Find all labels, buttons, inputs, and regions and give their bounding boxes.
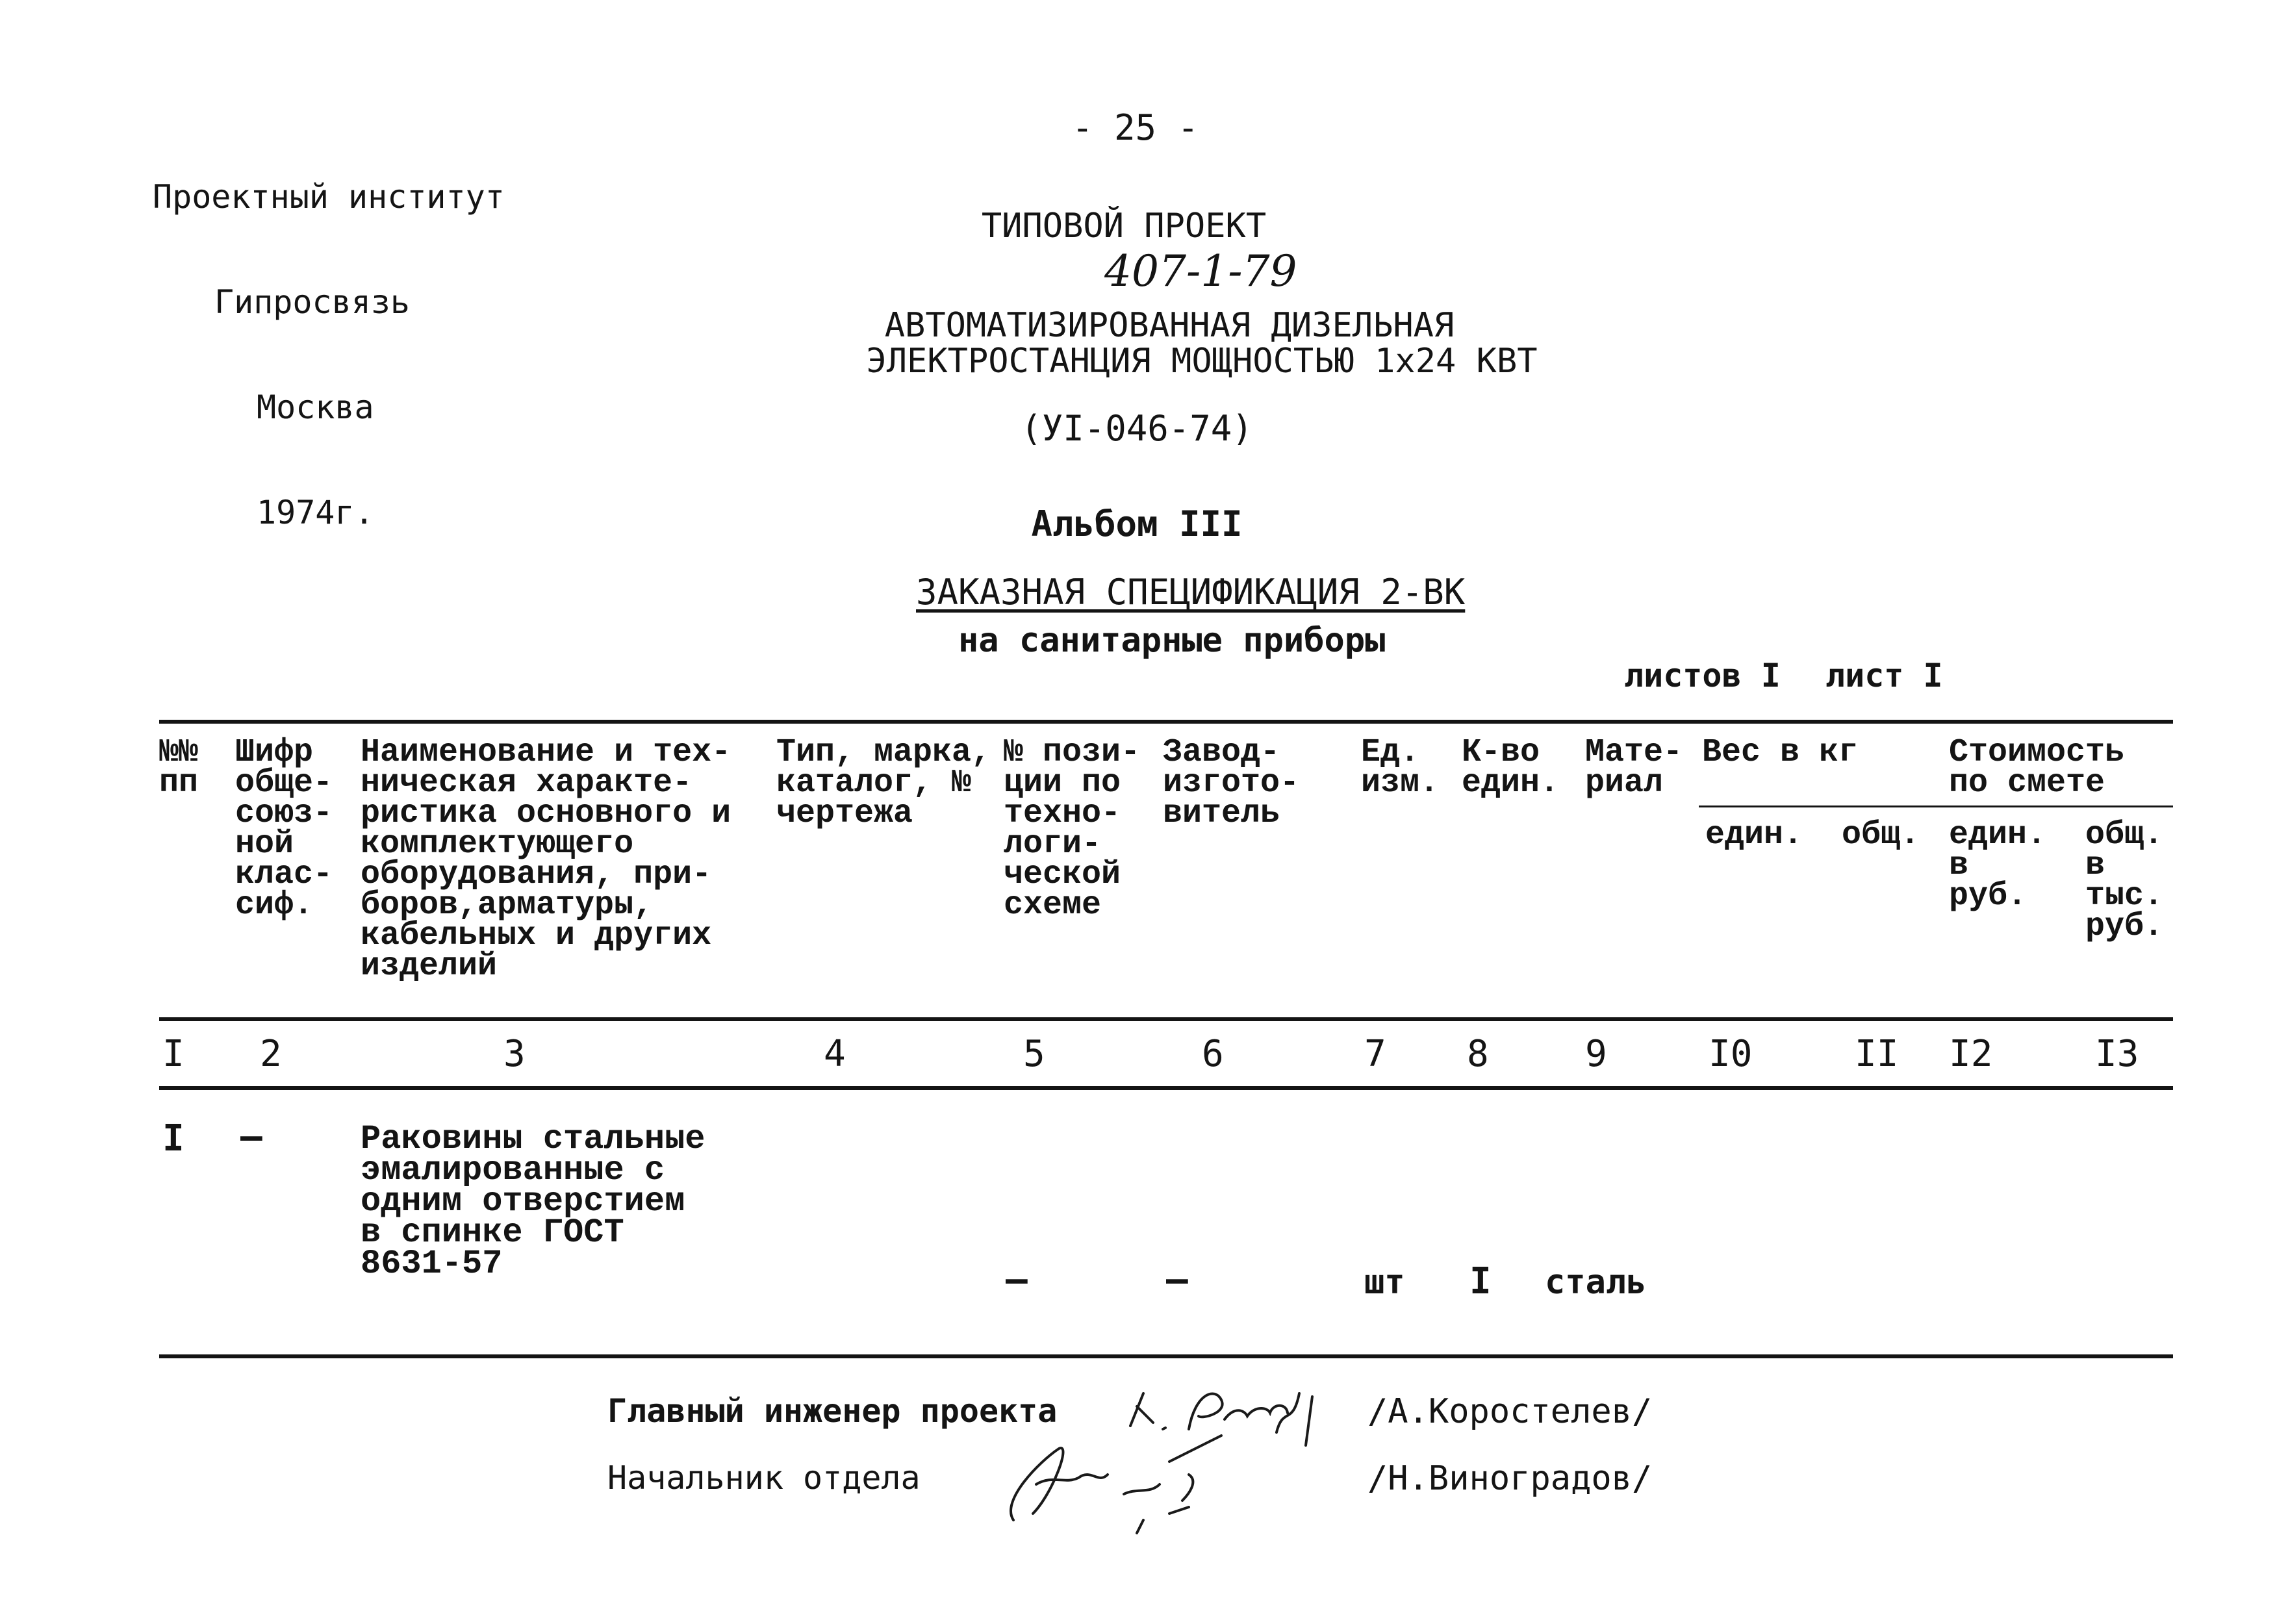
header-num: №№ пп bbox=[159, 734, 199, 802]
project-title-line2: ЭЛЕКТРОСТАНЦИЯ МОЩНОСТЬЮ 1х24 КВТ bbox=[866, 342, 1538, 381]
colnum-9: 9 bbox=[1585, 1033, 1607, 1075]
row-position: – bbox=[1006, 1258, 1028, 1300]
colnum-6: 6 bbox=[1202, 1033, 1224, 1075]
row-material: сталь bbox=[1545, 1263, 1647, 1302]
header-cost-total: общ. в тыс. руб. bbox=[2085, 817, 2164, 945]
chief-engineer-name: /А.Коростелев/ bbox=[1367, 1392, 1653, 1431]
department-head-name: /Н.Виноградов/ bbox=[1367, 1459, 1653, 1498]
colnum-5: 5 bbox=[1023, 1033, 1045, 1075]
page-number: - 25 - bbox=[1072, 107, 1199, 148]
colnum-3: 3 bbox=[503, 1033, 526, 1075]
header-weight-total: общ. bbox=[1842, 817, 1920, 854]
table-top-rule bbox=[159, 720, 2173, 724]
header-name: Наименование и тех- ническая характе- ристика основного и комплектующего оборудования, при- боров,арматуры, кабельных и других изделий bbox=[361, 734, 731, 985]
department-head-signature-scribble bbox=[974, 1423, 1338, 1540]
chief-engineer-label: Главный инженер проекта bbox=[607, 1392, 1058, 1430]
header-factory: Завод- изгото- витель bbox=[1163, 734, 1300, 832]
header-code: Шифр обще- союз- ной клас- сиф. bbox=[235, 734, 333, 924]
row-name: Раковины стальные эмалированные с одним отверстием в спинке ГОСТ 8631-57 bbox=[361, 1120, 705, 1283]
numbers-bottom-rule bbox=[159, 1086, 2173, 1090]
album-label: Альбом III bbox=[1031, 503, 1243, 544]
header-position: № пози- ции по техно- логи- ческой схеме bbox=[1004, 734, 1141, 924]
colnum-4: 4 bbox=[824, 1033, 846, 1075]
project-type-label: ТИПОВОЙ ПРОЕКТ bbox=[981, 207, 1267, 246]
row-unit: шт bbox=[1364, 1263, 1405, 1302]
header-qty: К-во един. bbox=[1462, 734, 1560, 802]
colnum-8: 8 bbox=[1467, 1033, 1489, 1075]
colnum-11: II bbox=[1855, 1033, 1899, 1075]
project-title-line1: АВТОМАТИЗИРОВАННАЯ ДИЗЕЛЬНАЯ bbox=[884, 306, 1455, 345]
row-qty: I bbox=[1469, 1260, 1492, 1302]
project-code: (УI-046-74) bbox=[1021, 408, 1253, 449]
header-cost: Стоимость по смете bbox=[1949, 734, 2125, 802]
institute-city: Москва bbox=[257, 388, 374, 426]
header-cost-unit: един. в руб. bbox=[1949, 817, 2047, 915]
institute-block bbox=[153, 109, 505, 565]
header-weight: Вес в кг bbox=[1702, 734, 1859, 771]
department-head-label: Начальник отдела bbox=[607, 1459, 921, 1497]
colnum-2: 2 bbox=[260, 1033, 282, 1075]
institute-name: Проектный институт bbox=[153, 178, 505, 216]
header-material: Мате- риал bbox=[1585, 734, 1683, 802]
weight-cost-subrule bbox=[1699, 806, 2173, 807]
header-bottom-rule bbox=[159, 1017, 2173, 1021]
table-bottom-rule bbox=[159, 1354, 2173, 1358]
colnum-12: I2 bbox=[1949, 1033, 1993, 1075]
colnum-1: I bbox=[162, 1033, 184, 1075]
colnum-10: I0 bbox=[1709, 1033, 1753, 1075]
row-factory: – bbox=[1166, 1258, 1188, 1300]
row-code: – bbox=[240, 1115, 262, 1158]
project-number: 407-1-79 bbox=[1104, 246, 1297, 296]
sheet-number: лист I bbox=[1825, 657, 1943, 694]
header-weight-unit: един. bbox=[1705, 817, 1803, 854]
colnum-13: I3 bbox=[2095, 1033, 2139, 1075]
colnum-7: 7 bbox=[1364, 1033, 1386, 1075]
sheets-count: листов I bbox=[1624, 657, 1781, 694]
spec-subtitle: на санитарные приборы bbox=[958, 621, 1386, 660]
institute-org: Гипросвязь bbox=[214, 283, 411, 321]
spec-title: ЗАКАЗНАЯ СПЕЦИФИКАЦИЯ 2-ВК bbox=[916, 572, 1466, 613]
institute-year: 1974г. bbox=[257, 494, 374, 531]
header-unit: Ед. изм. bbox=[1361, 734, 1440, 802]
row-num: I bbox=[162, 1117, 184, 1160]
header-type: Тип, марка, каталог, № чертежа bbox=[776, 734, 991, 832]
